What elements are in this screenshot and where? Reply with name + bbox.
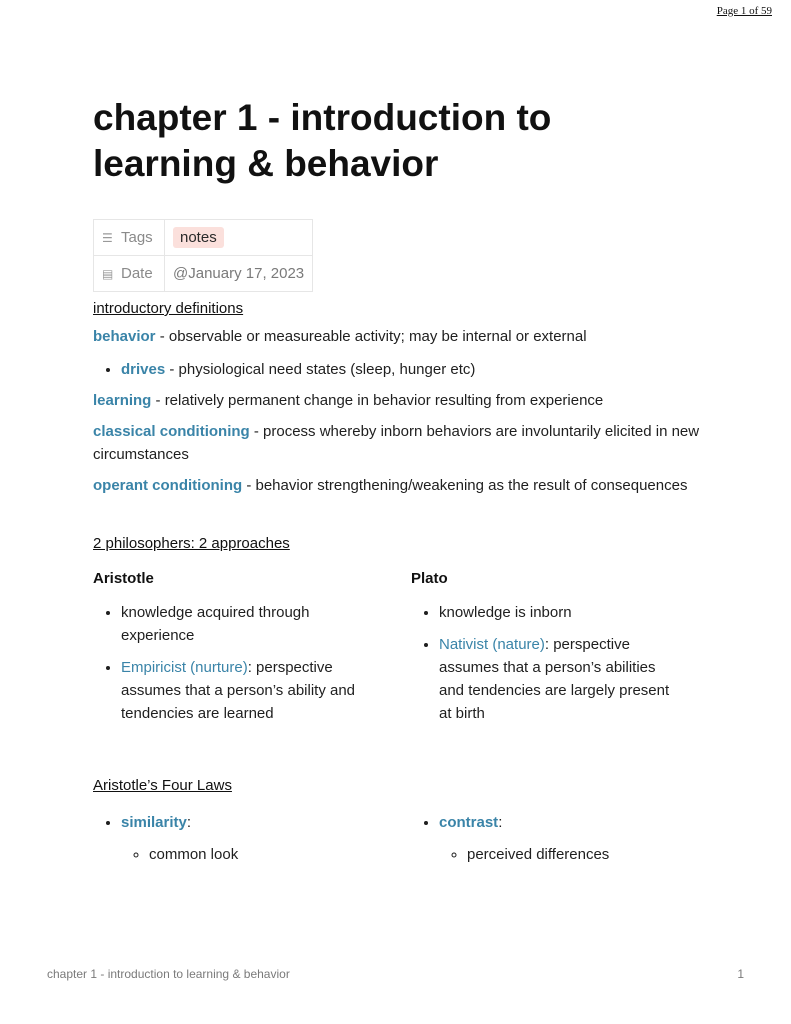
list-item <box>121 811 365 866</box>
title-line-2: learning & behavior <box>93 143 439 184</box>
page-number: Page 1 of 59 <box>716 5 772 17</box>
plato-column <box>411 570 683 725</box>
laws-heading: Aristotle’s Four Laws <box>93 777 232 794</box>
definition-classical <box>93 420 703 466</box>
learning-text: - relatively permanent change in behavior resulting from experience <box>151 392 604 409</box>
laws-left-list <box>93 811 365 866</box>
property-key-date <box>94 256 165 292</box>
term-learning: learning <box>93 392 152 409</box>
term-contrast: contrast <box>439 814 499 831</box>
list-icon: ☰ <box>102 231 113 245</box>
property-row-tags <box>94 220 313 256</box>
page-title <box>93 95 703 187</box>
nativist-text: : perspective assumes that a person’s abilities and tendencies are largely present at birth <box>439 636 670 722</box>
aristotle-column <box>93 570 365 725</box>
similarity-colon: : <box>186 814 192 831</box>
date-value: @January 17, 2023 <box>173 265 305 282</box>
term-nativist: Nativist (nature) <box>439 636 545 653</box>
list-item: ◦ common look <box>149 843 365 866</box>
calendar-icon: ▤ <box>102 267 114 281</box>
term-operant-conditioning: operant conditioning <box>93 477 243 494</box>
document-body <box>93 95 703 866</box>
tag-badge[interactable]: notes <box>173 227 224 248</box>
footer-page-number: 1 <box>737 967 744 981</box>
laws-right-list <box>411 811 683 866</box>
aristotle-name: Aristotle <box>93 570 154 587</box>
philosophers-columns <box>93 570 703 725</box>
properties-table <box>93 219 313 292</box>
laws-left-column <box>93 811 365 866</box>
property-key-tags <box>94 220 165 256</box>
term-similarity: similarity <box>121 814 187 831</box>
laws-right-column <box>411 811 683 866</box>
footer-title: chapter 1 - introduction to learning & behavior <box>47 967 290 981</box>
contrast-sublist <box>439 843 683 866</box>
list-item: • knowledge is inborn <box>439 601 683 624</box>
property-row-date <box>94 256 313 292</box>
definition-operant <box>93 474 703 497</box>
date-label: Date <box>121 265 153 282</box>
term-behavior: behavior <box>93 328 156 345</box>
definition-learning <box>93 389 703 412</box>
term-drives: drives <box>121 361 166 378</box>
plato-name: Plato <box>411 570 448 587</box>
term-empiricist: Empiricist (nurture) <box>121 659 248 676</box>
list-item <box>439 633 683 725</box>
list-item <box>121 656 365 725</box>
behavior-text: - observable or measureable activity; may be internal or external <box>155 328 587 345</box>
behavior-sublist <box>93 358 703 381</box>
contrast-colon: : <box>498 814 503 831</box>
intro-heading: introductory definitions <box>93 300 244 317</box>
drives-text: - physiological need states (sleep, hunger etc) <box>165 361 476 378</box>
aristotle-list <box>93 601 365 725</box>
list-item <box>121 358 703 381</box>
tags-label: Tags <box>121 229 153 246</box>
list-item: • knowledge acquired through experience <box>121 601 365 647</box>
plato-list <box>411 601 683 725</box>
operant-text: - behavior strengthening/weakening as the result of consequences <box>242 477 688 494</box>
similarity-sublist <box>121 843 365 866</box>
list-item <box>439 811 683 866</box>
laws-columns <box>93 811 703 866</box>
definition-behavior <box>93 325 703 348</box>
list-item: ◦ perceived differences <box>467 843 683 866</box>
classical-text: - process whereby inborn behaviors are involuntarily elicited in new circumstances <box>93 423 700 463</box>
property-value-tags <box>165 220 313 256</box>
philosophers-heading: 2 philosophers: 2 approaches <box>93 535 290 552</box>
title-line-1: chapter 1 - introduction to <box>93 97 552 138</box>
empiricist-text: : perspective assumes that a person’s ability and tendencies are learned <box>121 659 356 722</box>
term-classical-conditioning: classical conditioning <box>93 423 250 440</box>
property-value-date <box>165 256 313 292</box>
